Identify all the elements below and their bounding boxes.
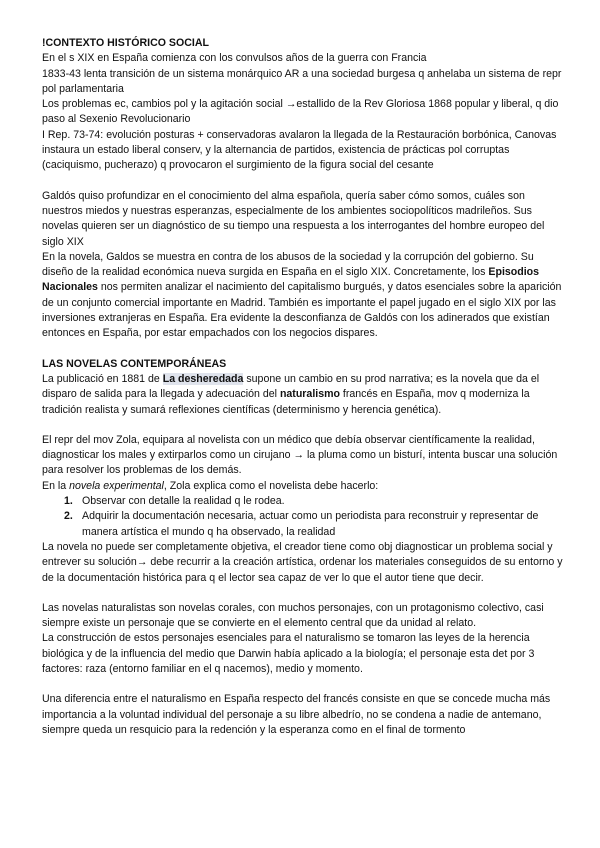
section-title-novelas: LAS NOVELAS CONTEMPORÁNEAS [42, 357, 227, 370]
episodios-nacionales: Episodios Nacionales [42, 266, 540, 294]
la-desheredada-highlight: La desheredada [162, 372, 244, 385]
novelas-p1-b: supone un cambio en su prod narrativa; es la novela que da el disparo de salida para la llegada y adecuación del [42, 372, 540, 401]
list-item [42, 494, 566, 509]
naturalismo-bold: naturalismo [279, 388, 340, 401]
novelas-paragraph-1 [42, 372, 566, 418]
galdos-p2-text: En la novela, Galdos se muestra en contra de los abusos de la sociedad y la corrupción del gobierno. Su diseño de la realidad económica nueva surgida en España en el siglo XIX. Concretamente, los [42, 250, 534, 279]
context-line-1: En el s XIX en España comienza con los convulsos años de la guerra con Francia [42, 52, 427, 65]
nexp-b: , Zola explica como el novelista debe hacerlo: [163, 479, 379, 492]
novelas-p1-a: La publicació en 1881 de [42, 372, 163, 385]
galdos-paragraph-2 [42, 250, 566, 342]
novelas-p1-c: francés en España, mov q moderniza la tradición realista y sumará reflexiones científicas (determinismo y herencia genética). [42, 388, 530, 416]
novela-experimental-italic: novela experimental [69, 479, 164, 492]
zola-paragraph: El repr del mov Zola, equipara al novelista con un médico que debía observar científicamente la realidad, diagnosticar los males y extirparlos como un cirujano → la pluma como un bisturí, intenta buscar una solución para resolver los problemas de los demás. [42, 433, 558, 477]
galdos-paragraph-1: Galdós quiso profundizar en el conocimiento del alma española, quería saber cómo somos, cuáles son nuestros miedos y nuestras esperanzas, especialmente de los ambientes sociopolíticos madrileños. Sus novelas quieren ser un diagnóstico de su tiempo una respuesta a los interrogantes del hombre europeo del siglo XIX [42, 189, 545, 248]
herencia-paragraph: La construcción de estos personajes esenciales para el naturalismo se tomaron las leyes de la herencia biológica y de la influencia del medio que Darwin había aplicado a la biología; el personaje esta det por 3 factores: raza (entorno familiar en el q nacemos), medio y momento. [42, 632, 535, 675]
context-line-2: 1833-43 lenta transición de un sistema monárquico AR a una sociedad burgesa q anhelaba un sistema de repr pol parlamentaria [42, 67, 562, 95]
diferencia-paragraph: Una diferencia entre el naturalismo en España respecto del francés consiste en que se concede mucha más importancia a la voluntad individual del personaje a su libre albedrío, no se condena a nadie de antemano, siempre queda un resquicio para la redención y la esperanza como en el final de tormento [42, 693, 551, 736]
objetividad-paragraph: La novela no puede ser completamente objetiva, el creador tiene como obj diagnosticar un problema social y entrever su solución→ debe recurrir a la creación artística, ordenar los materiales conseguidos de su entorno y de la documentación histórica para q el lector sea capaz de ver lo que el autor tiene que decir. [42, 540, 563, 584]
corales-paragraph: Las novelas naturalistas son novelas corales, con muchos personajes, con un protagonismo colectivo, casi siempre existe un personaje que se convierte en el elemento central que da unidad al relato. [42, 601, 544, 630]
list-text: Observar con detalle la realidad q le rodea. [82, 495, 285, 508]
list-number: 1. [64, 495, 73, 508]
zola-steps-list [42, 494, 566, 540]
context-line-4: I Rep. 73-74: evolución posturas + conservadoras avalaron la llegada de la Restauración borbónica, Canovas instaura un estado liberal conserv, y la alternancia de partidos, existencia de prácticas pol corruptas (caciquismo, pucherazo) q provocaron el surgimiento de la figura social del cesante [42, 128, 557, 172]
galdos-p2-rest: nos permiten analizar el nacimiento del capitalismo burgués, y datos esenciales sobre la aparición de un conjunto comercial importante en Madrid. También es importante el papel jugado en el siglo XIX por las inversiones extranjeras en España. Era evidente la desconfianza de Galdós con los adinerados que existían entonces en España, por estar empachados con los negocios dispares. [42, 281, 562, 340]
list-number: 2. [64, 510, 73, 523]
context-line-3: Los problemas ec, cambios pol y la agitación social →estallido de la Rev Gloriosa 1868 popular y liberal, q dio paso al Sexenio Revolucionario [42, 98, 559, 126]
nexp-a: En la [42, 479, 70, 492]
list-item [42, 509, 566, 540]
novela-experimental-line [42, 479, 566, 494]
list-text: Adquirir la documentación necesaria, actuar como un periodista para reconstruir y representar de manera artística el mundo q ha observado, la realidad [82, 510, 539, 538]
section-title-contexto: !CONTEXTO HISTÓRICO SOCIAL [42, 37, 209, 49]
